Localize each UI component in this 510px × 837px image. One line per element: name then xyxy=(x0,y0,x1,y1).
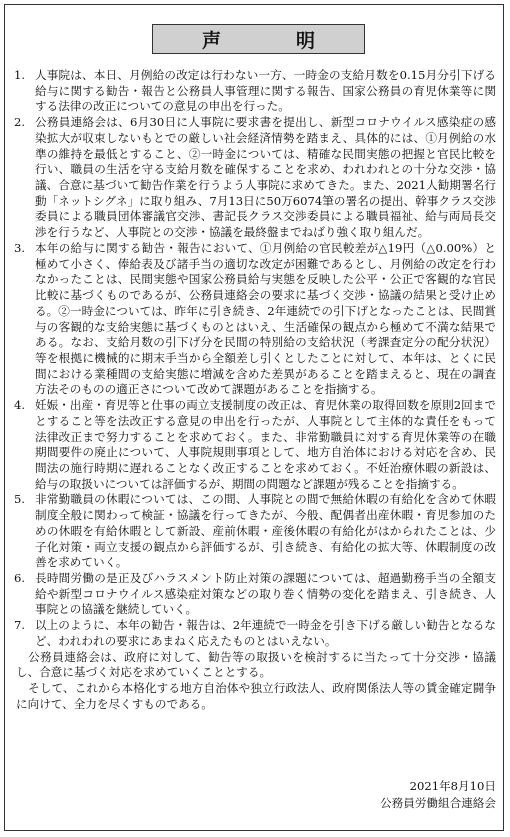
paragraph-7 xyxy=(14,618,496,649)
paragraph-text: 妊娠・出産・育児等と仕事の両立支援制度の改正は、育児休業の取得回数を原則2回までとすること等を法改正する意見の申出を行ったが、人事院として主体的な責任をもって法律改正まで努力することを求めておく。また、非常勤職員に対する育児休業等の在職期間要件の廃止について、人事院規則事項として、地方自治体における対応を含め、民間法の施行時期に遅れることなく改正することを求めておく。不妊治療休暇の新設は、給与の取扱いについては評価するが、期間の問題など課題が残ることを指摘する。 xyxy=(35,398,496,491)
paragraph-number: 5. xyxy=(14,492,26,507)
paragraph-number: 7. xyxy=(14,618,26,633)
statement-body xyxy=(14,68,496,712)
closing-paragraph-2: そして、これから本格化する地方自治体や独立行政法人、政府関係法人等の賃金確定闘争に向けて、全力を尽くすものである。 xyxy=(16,681,496,711)
page-title: 声 明 xyxy=(201,29,343,52)
organization-name: 公務員労働組合連絡会 xyxy=(380,796,496,810)
paragraph-text: 以上のように、本年の勧告・報告は、2年連続で一時金を引き下げる厳しい勧告となるなど、われわれの要求にあまねく応えたものとはいえない。 xyxy=(35,618,496,648)
paragraph-number: 2. xyxy=(14,115,26,130)
paragraph-2 xyxy=(14,115,496,241)
paragraph-number: 6. xyxy=(14,571,26,585)
paragraph-number: 4. xyxy=(14,398,26,413)
paragraph-number: 3. xyxy=(14,240,26,255)
paragraph-text: 非常勤職員の休暇については、この間、人事院との間で無給休暇の有給化を含めて休暇制度全般に関わって検証・協議を行ってきたが、今般、配偶者出産休暇・育児参加のための休暇を有給休暇として新設、産前休暇・産後休暇の有給化がはかられたことは、少子化対策・両立支援の観点から評価するが、引き続き、有給化の拡大等、休暇制度の改善を求めていく。 xyxy=(35,492,496,570)
paragraph-1 xyxy=(14,68,496,115)
statement-date: 2021年8月10日 xyxy=(409,779,496,793)
paragraph-6 xyxy=(14,571,496,618)
signature-block xyxy=(380,778,496,812)
paragraph-5 xyxy=(14,492,496,571)
paragraph-text: 公務員連絡会は、6月30日に人事院に要求書を提出し、新型コロナウイルス感染症の感染拡大が収束しないもとでの厳しい社会経済情勢を踏まえ、具体的には、①月例給の水準の維持を最低とすること、②一時金については、精確な民間実態の把握と官民比較を行い、職員の生活を守る支給月数を確保することを求め、われわれとの十分な交渉・協議、合意に基づいて勧告作業を行うよう人事院に求めてきた。また、2021人勧期署名行動「ネットシグネ」に取り組み、7月13日に50万6074筆の署名の提出、幹事クラス交渉委員による職員団体審議官交渉、書記長クラス交渉委員による職員福祉、給与両局長交渉を行うなど、人事院との交渉・協議を最終盤までねばり強く取り組んだ。 xyxy=(35,115,496,240)
paragraph-4 xyxy=(14,398,496,492)
title-box xyxy=(152,24,365,54)
paragraph-3 xyxy=(14,241,496,398)
paragraph-text: 本年の給与に関する勧告・報告において、①月例給の官民較差が△19円（△0.00%）と極めて小さく、俸給表及び諸手当の適切な改定が困難であるとし、月例給の改定を行わなかったことは、民間実態や国家公務員給与実態を反映した公平・公正で客観的な官民比較に基づくものであるが、公務員連絡会の要求に基づく交渉・協議の結果と受け止める。②一時金については、昨年に引き続き、2年連続での引下げとなったことは、民間賞与の客観的な支給実態に基づくものとはいえ、生活確保の観点から極めて不満な結果である。なお、支給月数の引下げ分を民間の特別給の支給状況（考課査定分の配分状況）等を根拠に機械的に期末手当から全額差し引くとしたことに対して、本年は、とくに民間における業種間の支給実態に増減を含めた差異があることを踏まえると、現在の調査方法そのものの適正さについて改めて課題があることを指摘する。 xyxy=(35,240,496,397)
paragraph-number: 1. xyxy=(14,68,26,82)
paragraph-text: 長時間労働の是正及びハラスメント防止対策の課題については、超過勤務手当の全額支給や新型コロナウイルス感染症対策などの取り巻く情勢の変化を踏まえ、引き続き、人事院との協議を継続していく。 xyxy=(35,571,496,617)
paragraph-text: 人事院は、本日、月例給の改定は行わない一方、一時金の支給月数を0.15月分引下げる給与に関する勧告・報告と公務員人事管理に関する報告、国家公務員の育児休業等に関する法律の改正についての意見の申出を行った。 xyxy=(35,68,496,114)
closing-paragraph-1: 公務員連絡会は、政府に対して、勧告等の取扱いを検討するに当たって十分交渉・協議し、合意に基づく対応を求めていくこととする。 xyxy=(16,649,496,680)
